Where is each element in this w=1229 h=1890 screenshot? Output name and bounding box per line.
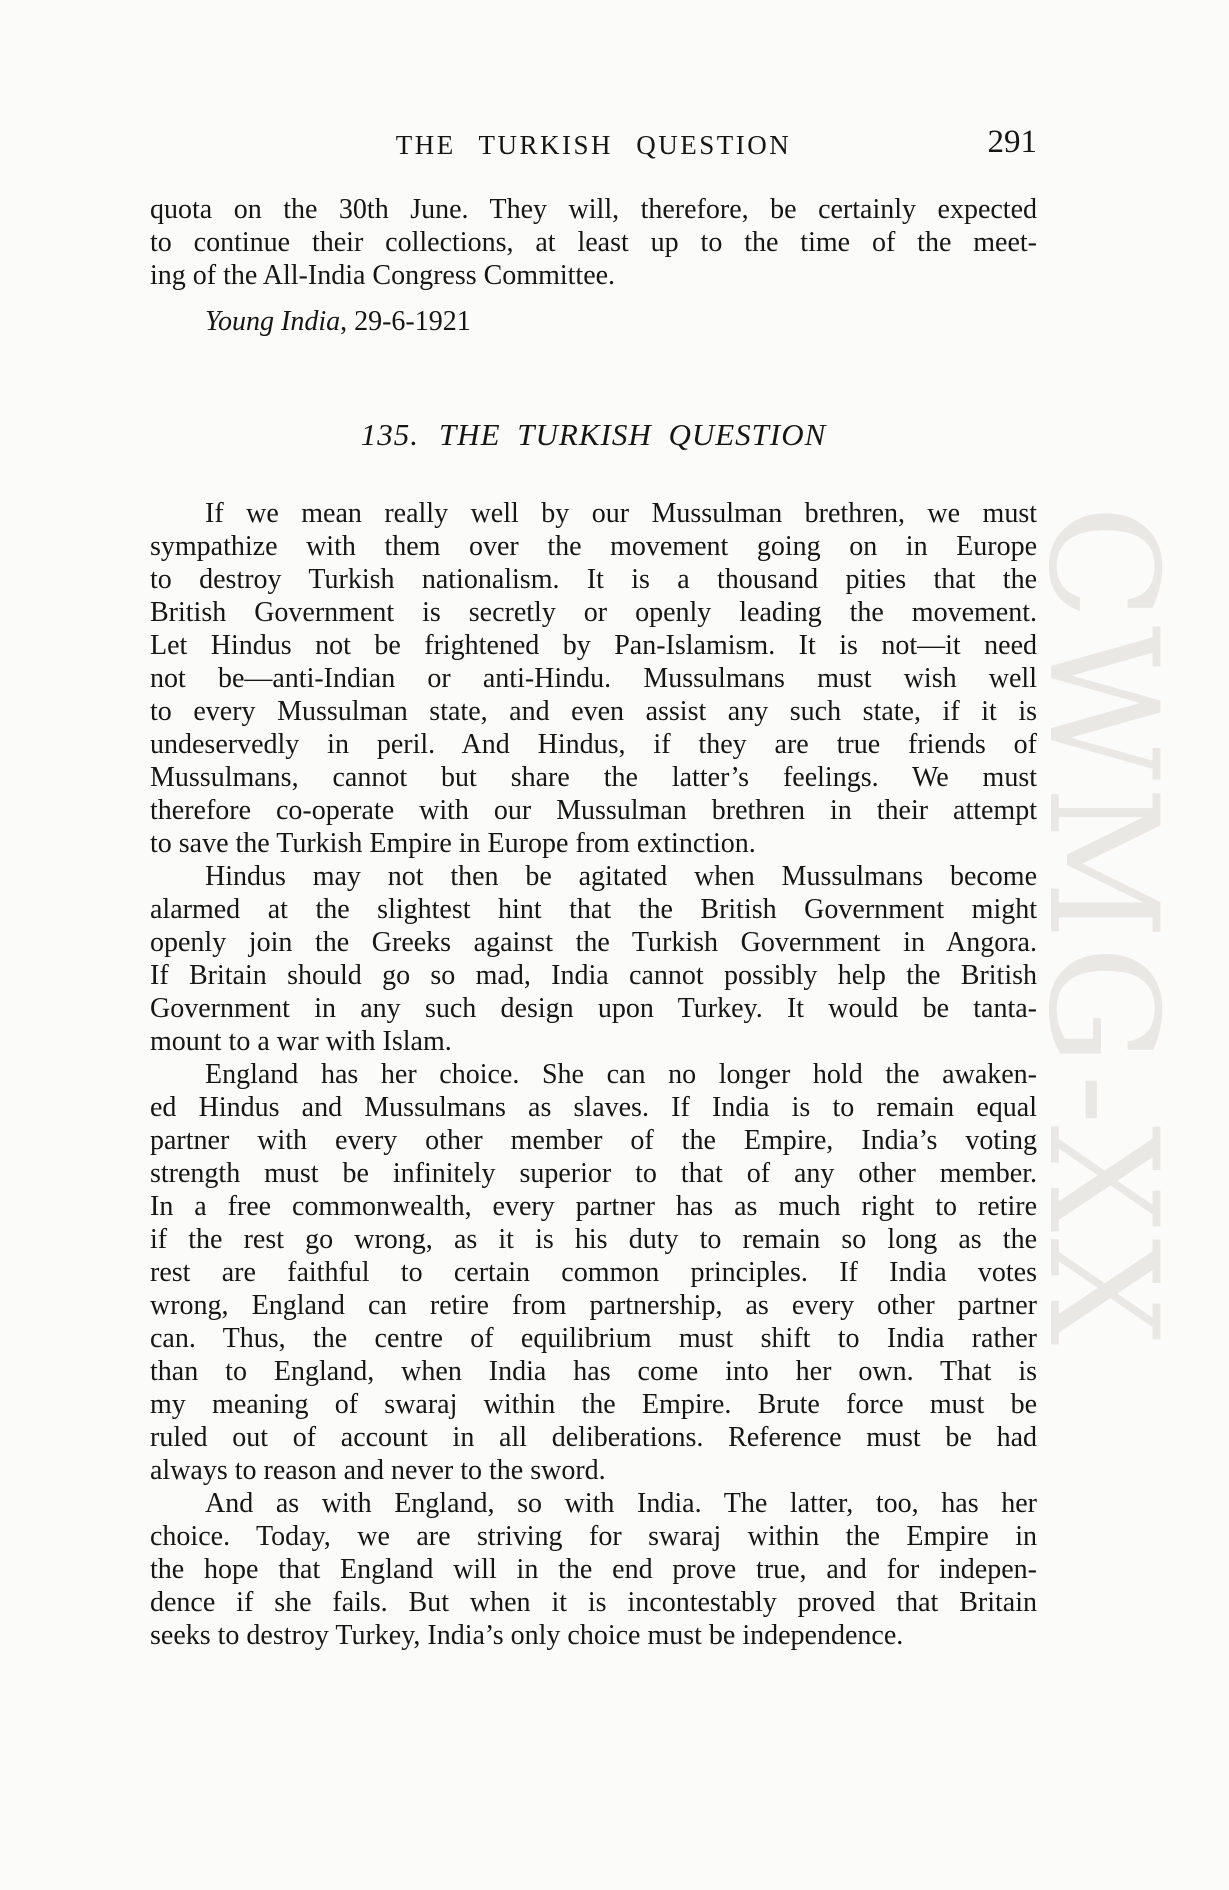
text-line: to destroy Turkish nationalism. It is a thousand pities that the: [150, 564, 1037, 595]
text-line: If we mean really well by our Mussulman brethren, we must: [205, 498, 1037, 529]
text-line: sympathize with them over the movement going on in Europe: [150, 531, 1037, 562]
text-line: seeks to destroy Turkey, India’s only choice must be independence.: [150, 1620, 904, 1651]
text-line: openly join the Greeks against the Turkish Government in Angora.: [150, 927, 1037, 958]
source-citation: [150, 305, 1037, 338]
text-line: British Government is secretly or openly leading the movement.: [150, 597, 1037, 628]
paragraph: [150, 497, 1037, 860]
text-line: always to reason and never to the sword.: [150, 1455, 606, 1486]
text-line: If Britain should go so mad, India cannot possibly help the British: [150, 960, 1037, 991]
citation-source: Young India: [205, 306, 341, 337]
text-line: choice. Today, we are striving for swaraj within the Empire in: [150, 1521, 1037, 1552]
citation-date: , 29-6-1921: [340, 306, 471, 337]
paragraph: [150, 1058, 1037, 1487]
page-header: [150, 124, 1037, 164]
text-line: ing of the All-India Congress Committee.: [150, 260, 616, 291]
text-line: can. Thus, the centre of equilibrium must shift to India rather: [150, 1323, 1037, 1354]
paragraph: [150, 860, 1037, 1058]
text-line: In a free commonwealth, every partner has as much right to retire: [150, 1191, 1037, 1222]
text-line: not be—anti-Indian or anti-Hindu. Mussulmans must wish well: [150, 663, 1037, 694]
text-line: partner with every other member of the Empire, India’s voting: [150, 1125, 1037, 1156]
text-line: Government in any such design upon Turkey. It would be tanta-: [150, 993, 1037, 1024]
text-line: Let Hindus not be frightened by Pan-Islamism. It is not—it need: [150, 630, 1037, 661]
text-line: ed Hindus and Mussulmans as slaves. If India is to remain equal: [150, 1092, 1037, 1123]
running-title: THE TURKISH QUESTION: [395, 130, 792, 160]
text-line: wrong, England can retire from partnership, as every other partner: [150, 1290, 1037, 1321]
text-line: ruled out of account in all deliberations. Reference must be had: [150, 1422, 1037, 1453]
section-number: 135.: [360, 417, 419, 452]
text-line: England has her choice. She can no longer hold the awaken-: [205, 1059, 1037, 1090]
section-heading: [150, 418, 1037, 451]
page-body: [150, 193, 1037, 1652]
text-line: the hope that England will in the end prove true, and for indepen-: [150, 1554, 1037, 1585]
text-line: undeservedly in peril. And Hindus, if they are true friends of: [150, 729, 1037, 760]
text-line: mount to a war with Islam.: [150, 1026, 452, 1057]
continuation-paragraph: [150, 193, 1037, 292]
text-line: Hindus may not then be agitated when Mussulmans become: [205, 861, 1037, 892]
cwmg-watermark: CWMG-XX: [1015, 505, 1189, 1352]
text-line: alarmed at the slightest hint that the British Government might: [150, 894, 1037, 925]
text-line: to every Mussulman state, and even assist any such state, if it is: [150, 696, 1037, 727]
text-line: rest are faithful to certain common principles. If India votes: [150, 1257, 1037, 1288]
article-paragraphs: [150, 497, 1037, 1652]
text-line: And as with England, so with India. The latter, too, has her: [205, 1488, 1037, 1519]
text-line: to save the Turkish Empire in Europe from extinction.: [150, 828, 756, 859]
text-line: if the rest go wrong, as it is his duty to remain so long as the: [150, 1224, 1037, 1255]
text-line: strength must be infinitely superior to that of any other member.: [150, 1158, 1037, 1189]
text-line: Mussulmans, cannot but share the latter’s feelings. We must: [150, 762, 1037, 793]
text-line: my meaning of swaraj within the Empire. Brute force must be: [150, 1389, 1037, 1420]
page-number: 291: [987, 124, 1037, 160]
text-line: therefore co-operate with our Mussulman brethren in their attempt: [150, 795, 1037, 826]
text-line: quota on the 30th June. They will, therefore, be certainly expected: [150, 194, 1037, 225]
section-title: THE TURKISH QUESTION: [438, 417, 827, 452]
text-line: to continue their collections, at least up to the time of the meet-: [150, 227, 1037, 258]
text-line: than to England, when India has come into her own. That is: [150, 1356, 1037, 1387]
paragraph: [150, 1487, 1037, 1652]
text-line: dence if she fails. But when it is incontestably proved that Britain: [150, 1587, 1037, 1618]
